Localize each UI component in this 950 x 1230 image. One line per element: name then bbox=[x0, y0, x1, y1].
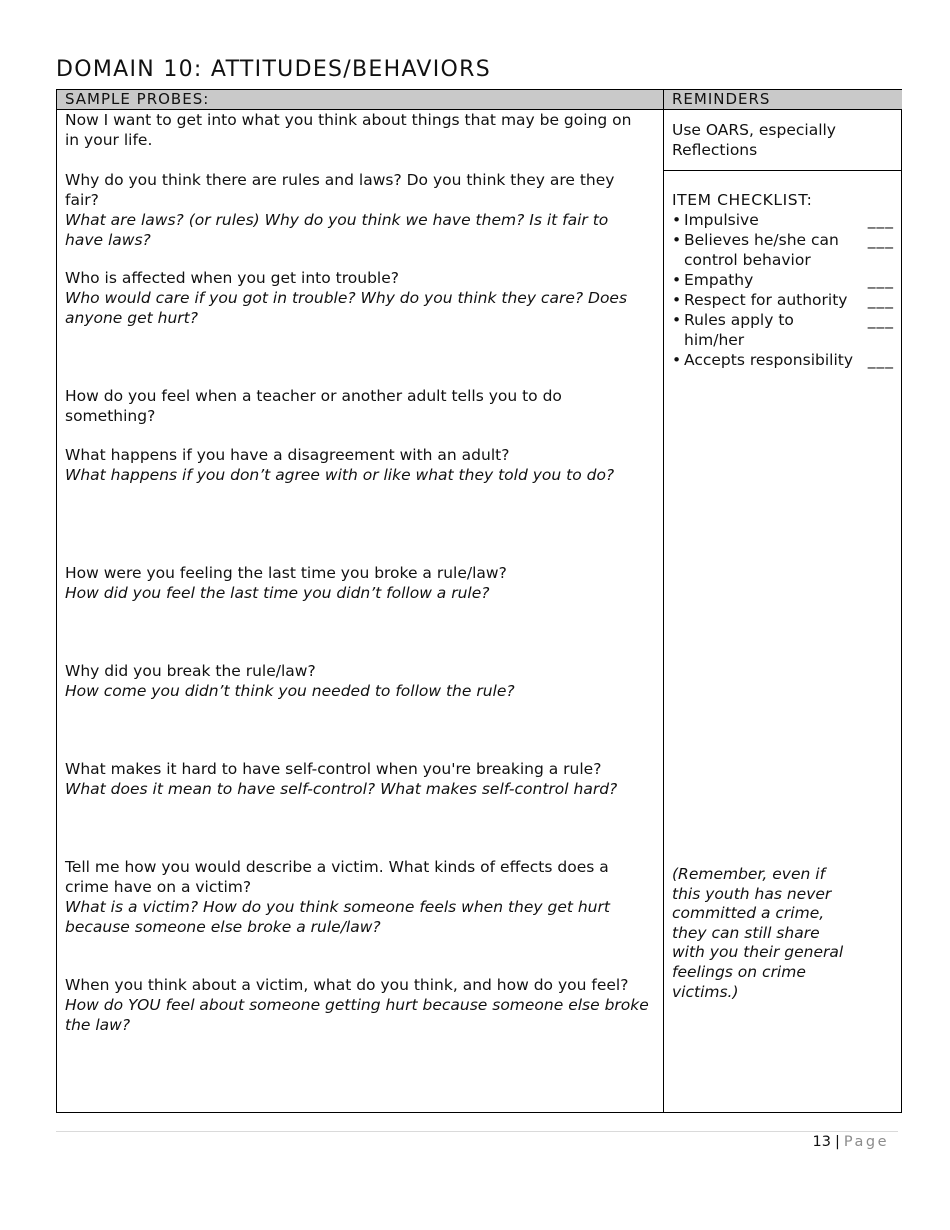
checklist-item-label: Respect for authority bbox=[684, 291, 848, 309]
checklist-blank: ___ bbox=[867, 311, 894, 329]
probe-last-time bbox=[65, 563, 650, 603]
page-label: Page bbox=[843, 1134, 889, 1150]
probe-followup: What is a victim? How do you think someone feels when they get hurt because someone else broke a rule/law? bbox=[65, 898, 610, 936]
reminders-header: REMINDERS bbox=[664, 90, 902, 110]
probe-question: How do you feel when a teacher or another adult tells you to do something? bbox=[65, 387, 562, 425]
bullet-icon: • bbox=[672, 351, 682, 369]
checklist-item bbox=[672, 350, 894, 370]
reminder-note: (Remember, even if this youth has never committed a crime, they can still share with you their general feelings on crime victims.) bbox=[672, 865, 844, 1001]
probe-question: How were you feeling the last time you broke a rule/law? bbox=[65, 564, 507, 582]
reminders-divider bbox=[664, 170, 902, 171]
footer-divider bbox=[56, 1131, 898, 1132]
domain-title: DOMAIN 10: ATTITUDES/BEHAVIORS bbox=[56, 57, 491, 82]
probe-question: Who is affected when you get into trouble? bbox=[65, 269, 399, 287]
probe-self-control bbox=[65, 759, 650, 799]
probe-question: Why do you think there are rules and laws? Do you think they are they fair? bbox=[65, 171, 615, 209]
probe-question: Tell me how you would describe a victim. What kinds of effects does a crime have on a victim? bbox=[65, 858, 609, 896]
probe-followup: Who would care if you got in trouble? Why do you think they care? Does anyone get hurt? bbox=[65, 289, 628, 327]
bullet-icon: • bbox=[672, 271, 682, 289]
checklist-item bbox=[672, 230, 894, 270]
checklist-blank: ___ bbox=[867, 211, 894, 229]
probe-followup: What are laws? (or rules) Why do you think we have them? Is it fair to have laws? bbox=[65, 211, 609, 249]
probe-question: Now I want to get into what you think about things that may be going on in your life. bbox=[65, 111, 632, 149]
checklist-item-label: Impulsive bbox=[684, 211, 759, 229]
checklist-blank: ___ bbox=[867, 351, 894, 369]
checklist-item-label: Empathy bbox=[684, 271, 754, 289]
checklist-item bbox=[672, 210, 894, 230]
checklist-blank: ___ bbox=[867, 271, 894, 289]
probe-followup: How come you didn’t think you needed to follow the rule? bbox=[65, 682, 515, 700]
checklist-blank: ___ bbox=[867, 231, 894, 249]
probe-followup: What happens if you don’t agree with or like what they told you to do? bbox=[65, 466, 615, 484]
probe-rules-laws bbox=[65, 170, 650, 250]
checklist-item bbox=[672, 290, 894, 310]
bullet-icon: • bbox=[672, 211, 682, 229]
bullet-icon: • bbox=[672, 311, 682, 329]
probe-intro bbox=[65, 110, 650, 150]
checklist-item-label: Rules apply to him/her bbox=[684, 311, 794, 349]
probe-question: What happens if you have a disagreement with an adult? bbox=[65, 446, 510, 464]
checklist-heading: ITEM CHECKLIST: bbox=[672, 191, 813, 209]
bullet-icon: • bbox=[672, 231, 682, 249]
probe-followup: What does it mean to have self-control? What makes self-control hard? bbox=[65, 780, 618, 798]
checklist-blank: ___ bbox=[867, 291, 894, 309]
item-checklist bbox=[672, 190, 894, 370]
probe-question: What makes it hard to have self-control when you're breaking a rule? bbox=[65, 760, 602, 778]
checklist-item-label: Believes he/she can control behavior bbox=[684, 231, 839, 269]
bullet-icon: • bbox=[672, 291, 682, 309]
probe-teacher bbox=[65, 386, 650, 426]
probe-followup: How did you feel the last time you didn’t follow a rule? bbox=[65, 584, 490, 602]
probe-followup: How do YOU feel about someone getting hurt because someone else broke the law? bbox=[65, 996, 649, 1034]
probe-question: Why did you break the rule/law? bbox=[65, 662, 316, 680]
page-footer bbox=[813, 1134, 889, 1150]
probe-victim-describe bbox=[65, 857, 650, 937]
footer-separator: | bbox=[835, 1134, 840, 1150]
checklist-item-label: Accepts responsibility bbox=[684, 351, 854, 369]
probes-table bbox=[56, 89, 902, 1113]
page-number: 13 bbox=[812, 1134, 831, 1150]
column-divider bbox=[663, 90, 664, 1112]
probe-question: When you think about a victim, what do you think, and how do you feel? bbox=[65, 976, 629, 994]
checklist-item bbox=[672, 310, 894, 350]
reminder-oars: Use OARS, especially Reflections bbox=[672, 121, 836, 159]
probe-victim-feel bbox=[65, 975, 650, 1035]
checklist-item bbox=[672, 270, 894, 290]
probe-why-break bbox=[65, 661, 650, 701]
probe-disagreement bbox=[65, 445, 650, 485]
probe-affected bbox=[65, 268, 650, 328]
sample-probes-header: SAMPLE PROBES: bbox=[57, 90, 663, 110]
